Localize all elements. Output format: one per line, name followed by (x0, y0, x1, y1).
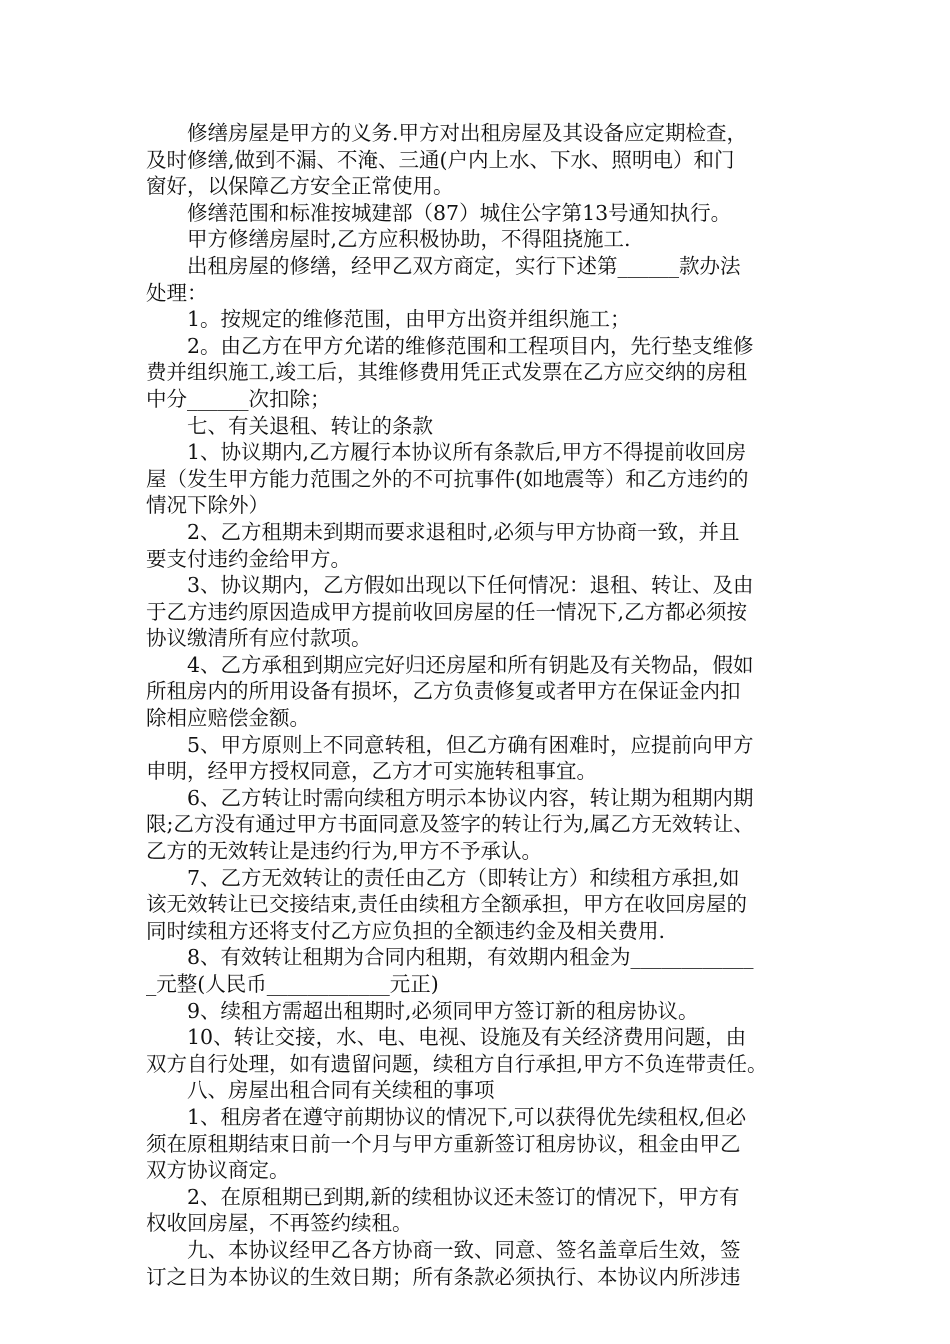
text-line: 双方协议商定。 (146, 1158, 290, 1183)
text-line: 修缮房屋是甲方的义务.甲方对出租房屋及其设备应定期检查， (187, 121, 748, 145)
text-line: 2、乙方租期未到期而要求退租时,必须与甲方协商一致，并且 (187, 519, 740, 544)
text-line: _元整(人民币____________元正) (146, 972, 439, 996)
text-line: 须在原租期结束日前一个月与甲方重新签订租房协议，租金由甲乙 (146, 1131, 741, 1156)
text-line: 10、转让交接，水、电、电视、设施及有关经济费用问题，由 (187, 1025, 747, 1050)
text-line: 于乙方违约原因造成甲方提前收回房屋的任一情况下,乙方都必须按 (146, 599, 748, 624)
text-line: 限;乙方没有通过甲方书面同意及签字的转让行为,属乙方无效转让、 (146, 812, 754, 837)
text-line: 除相应赔偿金额。 (146, 706, 310, 731)
section-heading: 九、本协议经甲乙各方协商一致、同意、签名盖章后生效，签 (187, 1237, 741, 1262)
text-line: 屋（发生甲方能力范围之外的不可抗事件(如地震等）和乙方违约的 (146, 466, 749, 491)
text-line: 1、协议期内,乙方履行本协议所有条款后,甲方不得提前收回房 (187, 440, 747, 465)
text-line: 要支付违约金给甲方。 (146, 546, 351, 571)
text-line: 协议缴清所有应付款项。 (146, 626, 372, 651)
document-body (146, 120, 826, 1290)
text-line: 处理： (146, 280, 208, 305)
section-heading: 七、有关退租、转让的条款 (187, 413, 433, 438)
text-line: 双方自行处理，如有遗留问题，续租方自行承担,甲方不负连带责任。 (146, 1051, 768, 1076)
text-line: 9、续租方需超出租期时,必须同甲方签订新的租房协议。 (187, 998, 699, 1023)
text-line: 4、乙方承租到期应完好归还房屋和所有钥匙及有关物品，假如 (187, 652, 754, 677)
text-line: 出租房屋的修缮，经甲乙双方商定，实行下述第______款办法 (187, 253, 741, 278)
text-line: 该无效转让已交接结束,责任由续租方全额承担，甲方在收回房屋的 (146, 892, 748, 917)
text-line: 甲方修缮房屋时,乙方应积极协助，不得阻挠施工. (187, 227, 631, 252)
text-line: 8、有效转让租期为合同内租期，有效期内租金为____________ (187, 945, 754, 970)
text-line: 费并组织施工,竣工后，其维修费用凭正式发票在乙方应交纳的房租 (146, 360, 748, 385)
section-heading: 八、房屋出租合同有关续租的事项 (187, 1078, 495, 1103)
text-line: 7、乙方无效转让的责任由乙方（即转让方）和续租方承担,如 (187, 865, 740, 890)
text-line: 中分______次扣除； (146, 386, 331, 411)
text-line: 1、租房者在遵守前期协议的情况下,可以获得优先续租权,但必 (187, 1104, 747, 1129)
text-line: 窗好，以保障乙方安全正常使用。 (146, 174, 454, 199)
text-line: 5、甲方原则上不同意转租，但乙方确有困难时，应提前向甲方 (187, 732, 754, 757)
text-line: 2。由乙方在甲方允诺的维修范围和工程项目内，先行垫支维修 (187, 333, 754, 358)
text-line: 订之日为本协议的生效日期；所有条款必须执行、本协议内所涉违 (146, 1264, 741, 1289)
text-line: 情况下除外） (146, 493, 269, 518)
text-line: 6、乙方转让时需向续租方明示本协议内容，转让期为租期内期 (187, 785, 754, 810)
text-line: 2、在原租期已到期,新的续租协议还未签订的情况下，甲方有 (187, 1184, 740, 1209)
text-line: 修缮范围和标准按城建部（87）城住公字第13号通知执行。 (187, 200, 732, 225)
text-line: 3、协议期内，乙方假如出现以下任何情况：退租、转让、及由 (187, 573, 754, 598)
text-line: 及时修缮,做到不漏、不淹、三通(户内上水、下水、照明电）和门 (146, 147, 735, 172)
text-line: 1。按规定的维修范围，由甲方出资并组织施工； (187, 307, 631, 332)
text-line: 权收回房屋，不再签约续租。 (146, 1211, 413, 1236)
text-line: 乙方的无效转让是违约行为,甲方不予承认。 (146, 839, 543, 864)
text-line: 同时续租方还将支付乙方应负担的全额违约金及相关费用. (146, 918, 666, 943)
text-line: 所租房内的所用设备有损坏，乙方负责修复或者甲方在保证金内扣 (146, 679, 741, 704)
text-line: 申明，经甲方授权同意，乙方才可实施转租事宜。 (146, 759, 597, 784)
